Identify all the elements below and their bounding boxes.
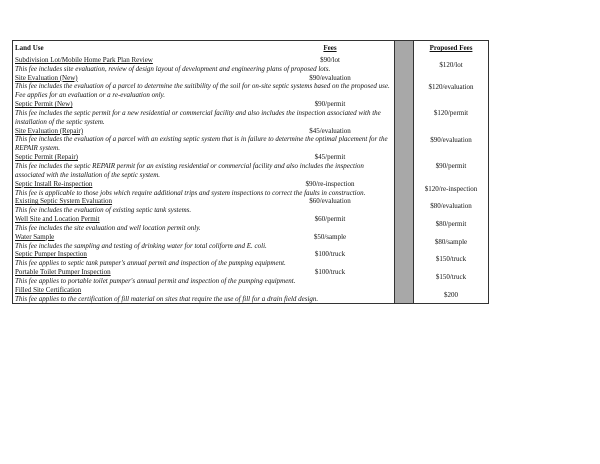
- table-row: [13, 100, 488, 127]
- land-use-title: Filled Site Certification: [15, 285, 82, 294]
- land-use-description: This fee applies to the certification of fill material on sites that require the use of fill for a drain field design.: [15, 294, 319, 303]
- table-row: [13, 215, 488, 233]
- table-row: [13, 250, 488, 268]
- proposed-fee: $90/evaluation: [430, 135, 472, 144]
- current-fee: $90/lot: [320, 55, 340, 64]
- divider-column: [394, 197, 414, 215]
- proposed-fee: $200: [444, 290, 458, 299]
- land-use-description: This fee includes the site evaluation and well location permit only.: [15, 223, 201, 232]
- current-fee: $90/evaluation: [309, 73, 351, 82]
- land-use-description: This fee includes the sampling and testing of drinking water for total coliform and E. coli.: [15, 241, 267, 250]
- land-use-title: Site Evaluation (Repair): [15, 126, 84, 135]
- header-land-use: Land Use: [15, 44, 44, 52]
- table-row: [13, 286, 488, 304]
- fee-table: [12, 40, 489, 304]
- divider-column: [394, 74, 414, 101]
- land-use-description: This fee includes site evaluation, review of design layout of development and engineering plans of proposed lots.: [15, 64, 331, 73]
- table-row: [13, 268, 488, 286]
- divider-column: [394, 56, 414, 74]
- divider-column: [394, 215, 414, 233]
- table-row: [13, 233, 488, 251]
- table-row: [13, 153, 488, 180]
- divider-column: [394, 100, 414, 127]
- land-use-description: This fee includes the septic permit for a new residential or commercial facility and also includes the inspection associated with the installation of the septic system.: [15, 108, 381, 126]
- land-use-title: Septic Permit (Repair): [15, 153, 78, 162]
- table-row: [13, 74, 488, 101]
- land-use-description: This fee is applicable to those jobs which require additional trips and system inspections to correct the faults in construction.: [15, 188, 366, 197]
- land-use-description: This fee includes the evaluation of a parcel with an existing septic system that is in failure to determine the optimal placement for the REPAIR system.: [15, 135, 388, 153]
- proposed-fee: $90/permit: [435, 162, 467, 171]
- land-use-description: This fee includes the evaluation of a parcel to determine the suitibility of the soil for on-site septic systems based on the proposed use. Fee applies for an evaluation or a re-evaluation only.: [15, 82, 390, 100]
- land-use-title: Well Site and Location Permit: [15, 215, 100, 224]
- table-row: [13, 180, 488, 198]
- proposed-fee: $120/lot: [439, 60, 463, 69]
- current-fee: $45/evaluation: [309, 126, 351, 135]
- land-use-title: Septic Install Re-inspection: [15, 179, 93, 188]
- proposed-fee: $120/re-inspection: [424, 184, 478, 193]
- land-use-title: Portable Toilet Pumper Inspection: [15, 268, 111, 277]
- current-fee: $60/permit: [314, 215, 346, 224]
- land-use-title: Water Sample: [15, 232, 55, 241]
- divider-column: [394, 153, 414, 180]
- land-use-description: This fee includes the septic REPAIR permit for an existing residential or commercial facility and also includes the inspection associated with the installation of the septic system.: [15, 161, 364, 179]
- divider-column: [394, 233, 414, 251]
- proposed-fee: $80/permit: [435, 219, 467, 228]
- table-row: [13, 197, 488, 215]
- land-use-description: This fee applies to septic tank pumper's annual permit and inspection of the pumping equipment.: [15, 259, 286, 268]
- current-fee: $90/re-inspection: [305, 179, 355, 188]
- proposed-fee: $80/evaluation: [430, 202, 472, 211]
- proposed-fee: $150/truck: [435, 272, 467, 281]
- divider-column: [394, 250, 414, 268]
- land-use-description: This fee applies to portable toilet pumper's annual permit and inspection of the pumping equipment.: [15, 276, 296, 285]
- table-row: [13, 127, 488, 154]
- proposed-fee: $80/sample: [434, 237, 468, 246]
- land-use-title: Site Evaluation (New): [15, 73, 78, 82]
- current-fee: $45/permit: [314, 153, 346, 162]
- current-fee: $60/evaluation: [309, 197, 351, 206]
- land-use-title: Subdivision Lot/Mobile Home Park Plan Review: [15, 55, 153, 64]
- divider-column: [394, 180, 414, 198]
- proposed-fee: $150/truck: [435, 255, 467, 264]
- land-use-title: Existing Septic System Evaluation: [15, 197, 113, 206]
- header-proposed-fees: Proposed Fees: [429, 44, 473, 52]
- divider-column: [394, 41, 414, 56]
- land-use-title: Septic Permit (New): [15, 100, 73, 109]
- divider-column: [394, 268, 414, 286]
- divider-column: [394, 286, 414, 304]
- current-fee: $90/permit: [314, 100, 346, 109]
- divider-column: [394, 127, 414, 154]
- proposed-fee: $120/permit: [433, 109, 469, 118]
- header-row: [13, 41, 488, 56]
- current-fee: $100/truck: [314, 268, 346, 277]
- proposed-fee: $120/evaluation: [428, 82, 474, 91]
- current-fee: $100/truck: [314, 250, 346, 259]
- table-row: [13, 56, 488, 74]
- current-fee: $50/sample: [313, 232, 347, 241]
- land-use-description: This fee includes the evaluation of existing septic tank systems.: [15, 206, 192, 215]
- land-use-title: Septic Pumper Inspection: [15, 250, 87, 259]
- header-fees: Fees: [323, 44, 337, 52]
